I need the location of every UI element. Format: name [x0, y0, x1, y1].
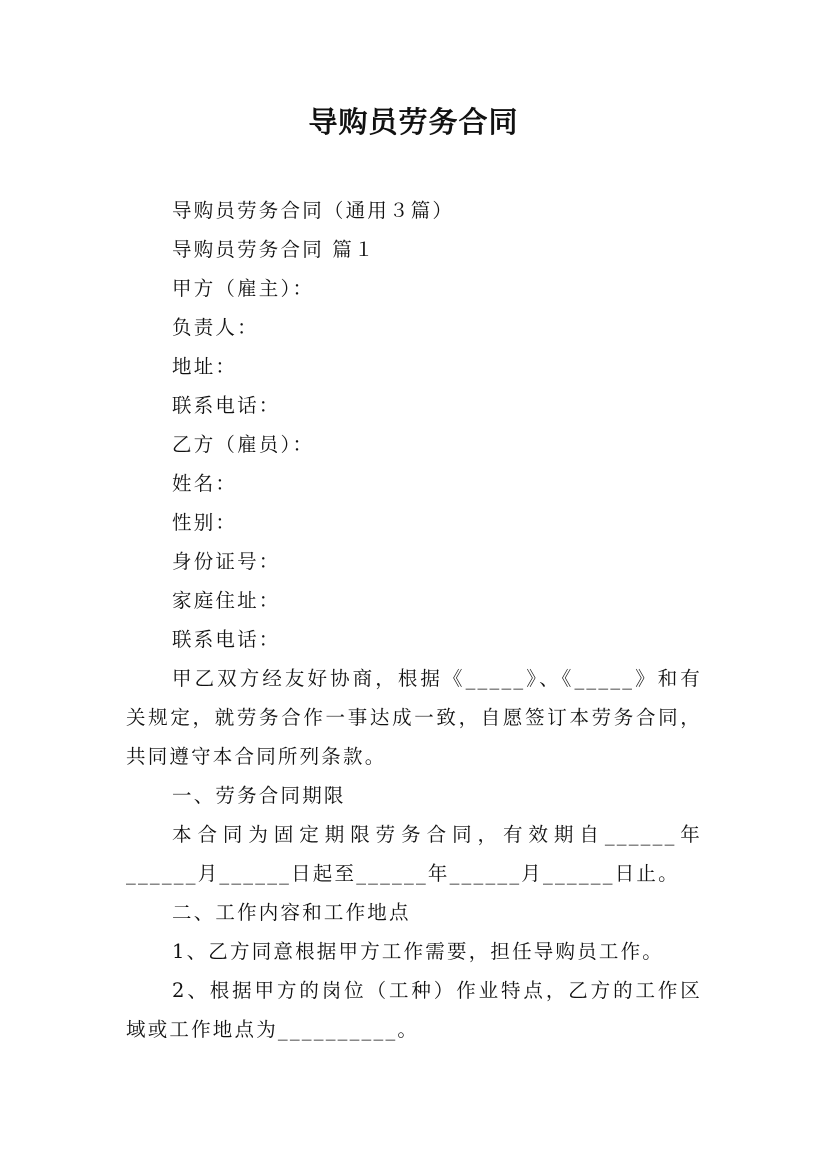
subtitle-line: 导购员劳务合同（通用３篇） — [172, 199, 455, 222]
article-heading: 导购员劳务合同 篇１ — [172, 238, 376, 261]
section-2-heading: 二、工作内容和工作地点 — [172, 901, 411, 924]
document-title: 导购员劳务合同 — [308, 105, 519, 139]
party-a-address-field: 地址： — [172, 355, 238, 378]
party-b-phone-field: 联系电话： — [172, 628, 281, 651]
work-content-item-2: 2、根据甲方的岗位（工种）作业特点，乙方的工作区域或工作地点为__________。 — [126, 979, 702, 1041]
party-b-address-field: 家庭住址： — [172, 589, 281, 612]
party-b-name-field: 姓名： — [172, 472, 238, 495]
document-body — [126, 191, 702, 1049]
party-a-label: 甲方（雇主）： — [172, 277, 315, 300]
agreement-paragraph: 甲乙双方经友好协商，根据《_____》、《_____》和有关规定，就劳务合作一事达成一致，自愿签订本劳务合同，共同遵守本合同所列条款。 — [126, 667, 702, 768]
party-b-gender-field: 性别： — [172, 511, 238, 534]
party-b-id-field: 身份证号： — [172, 550, 281, 573]
party-a-manager-field: 负责人： — [172, 316, 259, 339]
party-b-label: 乙方（雇员）： — [172, 433, 315, 456]
term-paragraph: 本合同为固定期限劳务合同，有效期自______年______月______日起至______年______月______日止。 — [126, 823, 702, 885]
party-a-phone-field: 联系电话： — [172, 394, 281, 417]
section-1-heading: 一、劳务合同期限 — [172, 784, 346, 807]
work-content-item-1: 1、乙方同意根据甲方工作需要，担任导购员工作。 — [172, 940, 665, 963]
